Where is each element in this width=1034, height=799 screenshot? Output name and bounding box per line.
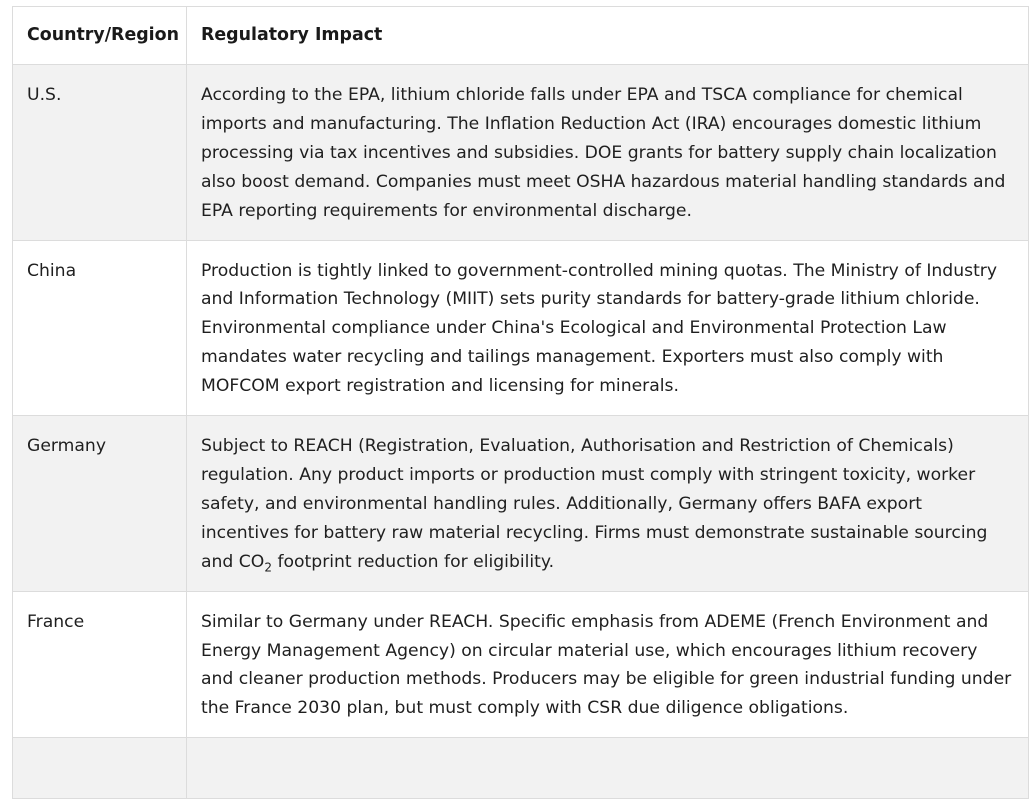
impact-cell: According to the EPA, lithium chloride falls under EPA and TSCA compliance for chemical imports and manufacturing. The Inflation Reduction Act (IRA) encourages domestic lithium processing via tax incentives and subsidies. DOE grants for battery supply chain localization also boost demand. Companies must meet OSHA hazardous material handling standards and EPA reporting requirements for environmental discharge. (187, 65, 1029, 241)
country-cell: U.S. (13, 65, 187, 241)
impact-cell: Production is tightly linked to government-controlled mining quotas. The Ministry of Industry and Information Technology (MIIT) sets purity standards for battery-grade lithium chloride. Environmental compliance under China's Ecological and Environmental Protection Law mandates water recycling and tailings management. Exporters must also comply with MOFCOM export registration and licensing for minerals. (187, 240, 1029, 416)
table-row (13, 591, 1029, 738)
table-row (13, 240, 1029, 416)
impact-text-end: footprint reduction for eligibility. (272, 551, 555, 572)
table-header-row (13, 7, 1029, 65)
subscript-2: 2 (264, 560, 272, 575)
table-row (13, 65, 1029, 241)
impact-cell (187, 738, 1029, 799)
country-cell (13, 738, 187, 799)
regulatory-impact-table (12, 6, 1029, 799)
column-header-regulatory-impact: Regulatory Impact (187, 7, 1029, 65)
country-cell: France (13, 591, 187, 738)
table-row (13, 416, 1029, 592)
impact-cell: Similar to Germany under REACH. Specific emphasis from ADEME (French Environment and Energy Management Agency) on circular material use, which encourages lithium recovery and cleaner production methods. Producers may be eligible for green industrial funding under the France 2030 plan, but must comply with CSR due diligence obligations. (187, 591, 1029, 738)
country-cell: China (13, 240, 187, 416)
column-header-country: Country/Region (13, 7, 187, 65)
impact-text: Subject to REACH (Registration, Evaluation, Authorisation and Restriction of Chemicals) regulation. Any product imports or production must comply with stringent toxicity, worker safety, and environmental handling rules. Additionally, Germany offers BAFA export incentives for battery raw material recycling. Firms must demonstrate sustainable sourcing and CO (201, 436, 988, 572)
table-row-partial (13, 738, 1029, 799)
country-cell: Germany (13, 416, 187, 592)
impact-cell (187, 416, 1029, 592)
